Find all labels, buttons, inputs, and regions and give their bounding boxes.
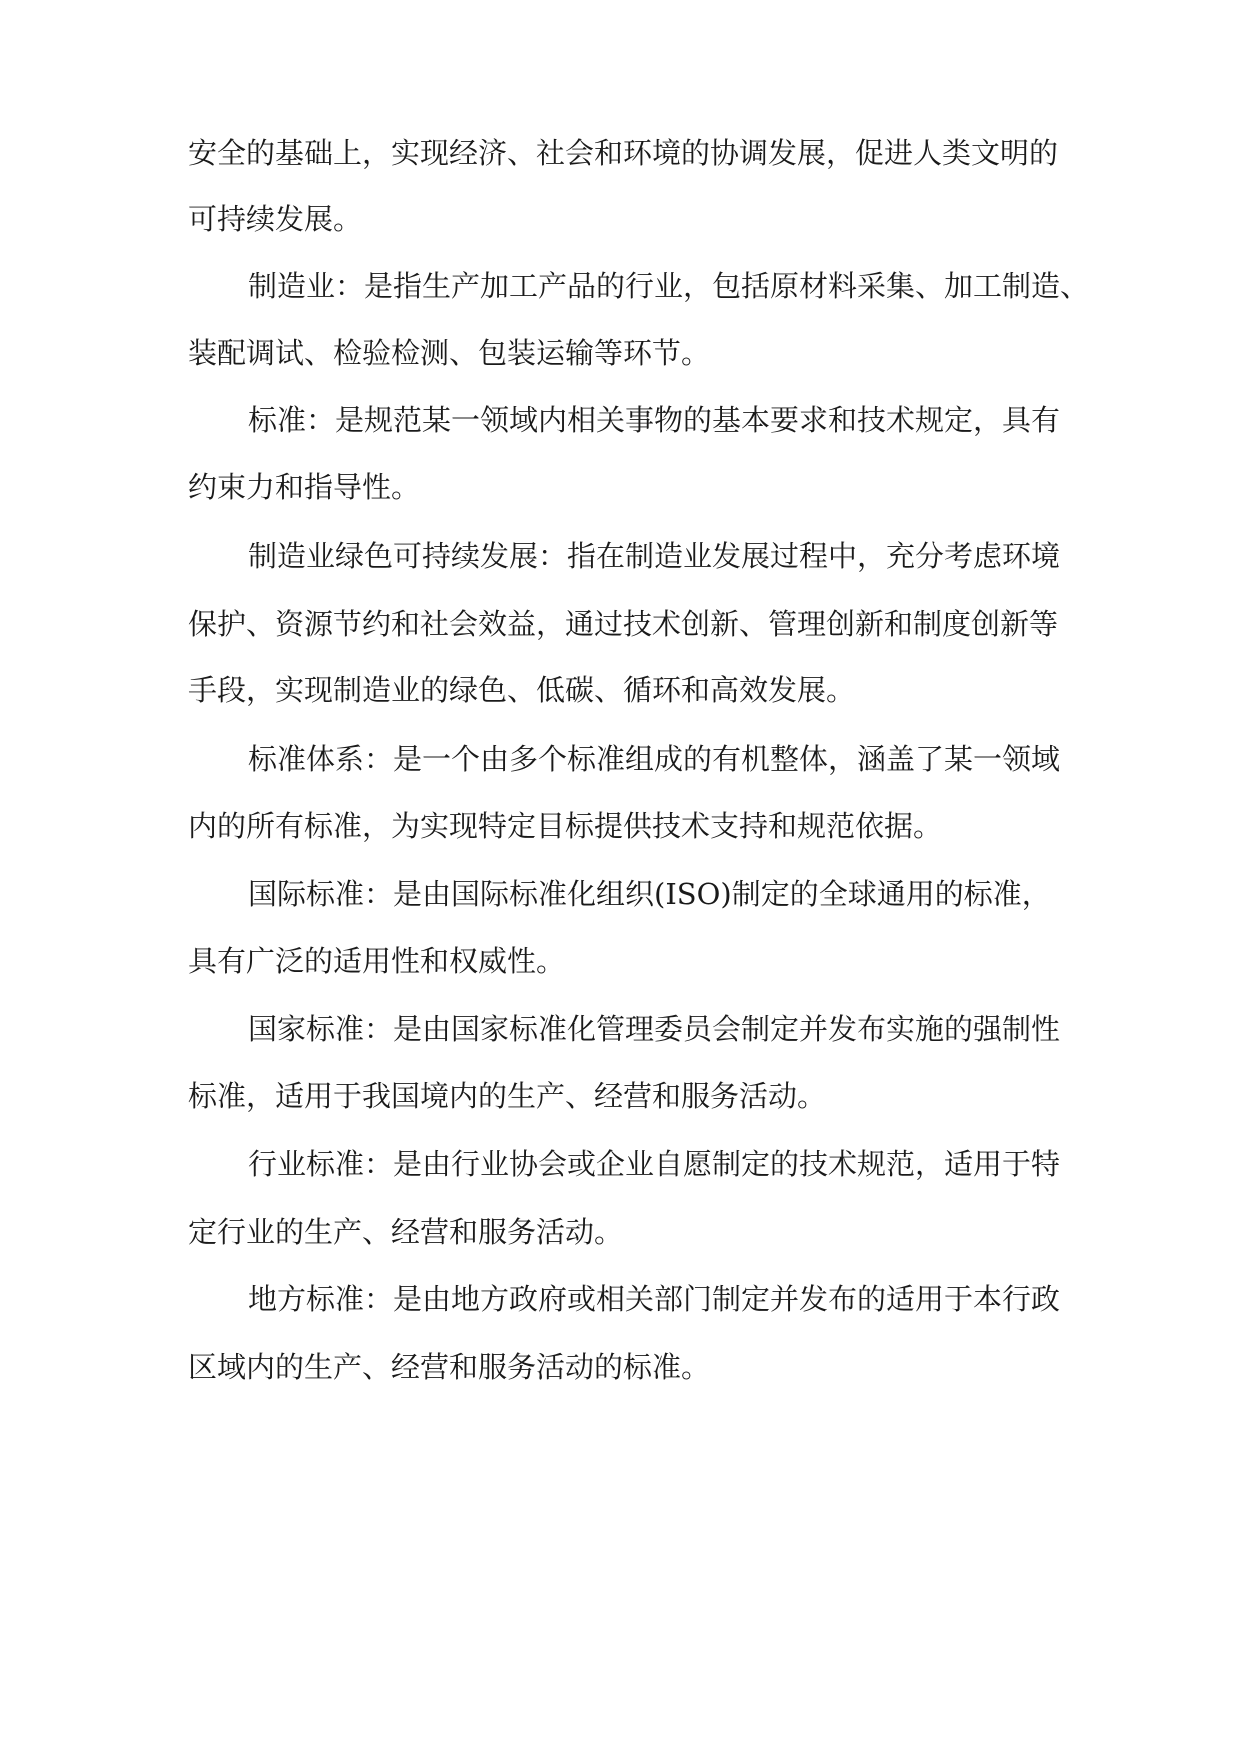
text-line: 内的所有标准，为实现特定目标提供技术支持和规范依据。 (188, 809, 943, 843)
text-line: 保护、资源节约和社会效益，通过技术创新、管理创新和制度创新等 (188, 607, 1059, 641)
text-line: 手段，实现制造业的绿色、低碳、循环和高效发展。 (188, 673, 856, 707)
text-line: 行业标准：是由行业协会或企业自愿制定的技术规范，适用于特 (248, 1147, 1061, 1181)
text-line: 区域内的生产、经营和服务活动的标准。 (188, 1350, 711, 1384)
text-line: 国家标准：是由国家标准化管理委员会制定并发布实施的强制性 (248, 1012, 1061, 1046)
text-line: 制造业绿色可持续发展：指在制造业发展过程中，充分考虑环境 (248, 539, 1061, 573)
text-line: 具有广泛的适用性和权威性。 (188, 944, 566, 978)
text-line: 标准：是规范某一领域内相关事物的基本要求和技术规定，具有 (248, 403, 1061, 437)
text-line: 定行业的生产、经营和服务活动。 (188, 1215, 624, 1249)
text-line: 制造业：是指生产加工产品的行业，包括原材料采集、加工制造、 (248, 269, 1090, 303)
text-line: 国际标准：是由国际标准化组织(ISO)制定的全球通用的标准， (248, 877, 1051, 911)
text-line: 标准体系：是一个由多个标准组成的有机整体，涵盖了某一领域 (248, 742, 1061, 776)
text-line: 安全的基础上，实现经济、社会和环境的协调发展，促进人类文明的 (188, 136, 1059, 170)
text-line: 可持续发展。 (188, 202, 363, 236)
text-line: 标准，适用于我国境内的生产、经营和服务活动。 (188, 1079, 827, 1113)
text-line: 装配调试、检验检测、包装运输等环节。 (188, 336, 711, 370)
text-line: 约束力和指导性。 (188, 470, 421, 504)
text-line: 地方标准：是由地方政府或相关部门制定并发布的适用于本行政 (248, 1282, 1061, 1316)
